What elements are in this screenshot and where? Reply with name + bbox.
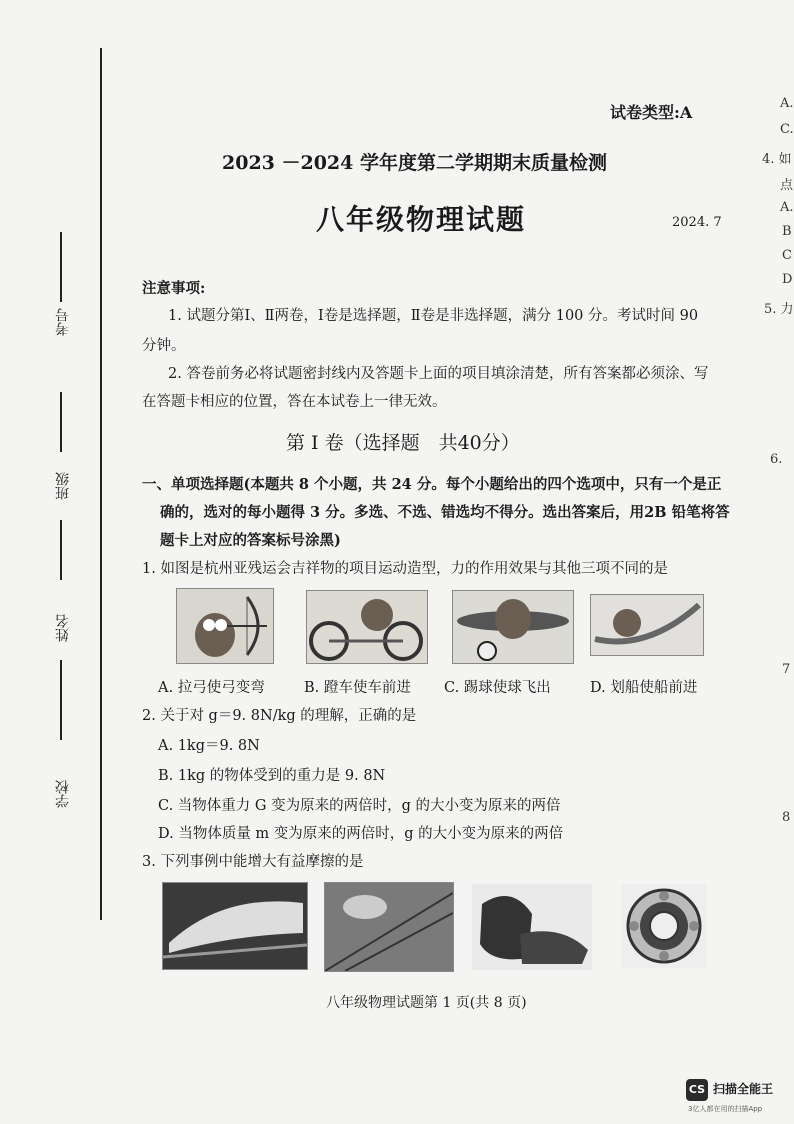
subject-title: 八年级物理试题 [316, 203, 527, 236]
camscanner-logo-icon: CS [686, 1079, 708, 1101]
q3-image-bearing [622, 884, 706, 968]
q2-option-c: C. 当物体重力 G 变为原来的两倍时，g 的大小变为原来的两倍 [158, 798, 561, 814]
note-1-line-2: 分钟。 [142, 338, 186, 354]
name-blank [60, 660, 62, 740]
scanner-name: 扫描全能王 [713, 1082, 774, 1096]
q3-stem: 3. 下列事例中能增大有益摩擦的是 [142, 854, 364, 870]
next-page-fragment: A. [780, 200, 794, 215]
section-1-instr-3: 题卡上对应的答案标号涂黑) [160, 532, 341, 549]
rowing-mascot-icon [591, 595, 703, 655]
next-page-fragment: C. [780, 122, 794, 137]
q1-image-bike [306, 590, 428, 664]
q2-option-a: A. 1kg＝9. 8N [158, 738, 260, 754]
q1-option-b: B. 蹬车使车前进 [304, 680, 411, 696]
exam-no-label: 考号 [55, 308, 71, 336]
handbike-mascot-icon [307, 591, 427, 663]
maglev-train-icon [163, 883, 307, 969]
q1-option-d: D. 划船使船前进 [590, 680, 698, 696]
q2-stem: 2. 关于对 g＝9. 8N/kg 的理解，正确的是 [142, 708, 417, 724]
name-label: 姓名 [55, 614, 71, 642]
school-label: 学校 [55, 780, 71, 808]
q1-image-kick [452, 590, 574, 664]
page-footer: 八年级物理试题第 1 页(共 8 页) [326, 995, 527, 1011]
next-page-fragment: 6. [770, 452, 783, 467]
note-2-line-1: 2. 答卷前务必将试题密封线内及答题卡上面的项目填涂清楚，所有答案都必须涂、写 [168, 366, 709, 382]
binding-line [100, 48, 102, 920]
class-blank [60, 392, 62, 452]
next-page-fragment: B [782, 224, 792, 239]
exam-date: 2024. 7 [672, 215, 722, 230]
q1-image-bow [176, 588, 274, 664]
note-1-line-1: 1. 试题分第Ⅰ、Ⅱ两卷，Ⅰ卷是选择题，Ⅱ卷是非选择题，满分 100 分。考试时间 90 [168, 308, 699, 324]
next-page-fragment: D [782, 272, 793, 287]
next-page-fragment: 4. 如 [762, 152, 792, 167]
q3-image-maglev [162, 882, 308, 970]
sport-shoes-icon [472, 884, 592, 970]
q2-option-d: D. 当物体质量 m 变为原来的两倍时，g 的大小变为原来的两倍 [158, 826, 564, 842]
next-page-fragment: C [782, 248, 792, 263]
note-2-line-2: 在答题卡相应的位置，答在本试卷上一律无效。 [142, 394, 447, 410]
q3-image-shoes [472, 884, 592, 970]
ball-bearing-icon [622, 884, 706, 968]
q1-stem: 1. 如图是杭州亚残运会吉祥物的项目运动造型，力的作用效果与其他三项不同的是 [142, 561, 668, 577]
next-page-fragment: 点 [780, 178, 794, 193]
next-page-fragment: 8 [782, 810, 791, 825]
scanner-tagline: 3亿人都在用的扫描App [688, 1105, 763, 1113]
section-1-instr-1: 一、单项选择题(本题共 8 个小题，共 24 分。每个小题给出的四个选项中，只有一个是正 [142, 476, 722, 493]
class-label: 班级 [55, 472, 71, 500]
hand-bicycle-icon [325, 883, 453, 971]
next-page-fragment: A. [780, 96, 794, 111]
archer-mascot-icon [177, 589, 273, 663]
next-page-fragment: 7 [782, 662, 791, 677]
paper-type: 试卷类型:A [610, 103, 693, 122]
section-1-instr-2: 确的，选对的每小题得 3 分。多选、不选、错选均不得分。选出答案后，用2B 铅笔将答 [160, 504, 730, 521]
notes-heading: 注意事项: [142, 280, 206, 297]
q3-image-hand [324, 882, 454, 972]
exam-title: 2023 －2024 学年度第二学期期末质量检测 [222, 152, 607, 174]
kicking-mascot-icon [453, 591, 573, 663]
next-page-fragment: 5. 力 [764, 302, 794, 317]
class-blank-2 [60, 520, 62, 580]
q1-option-c: C. 踢球使球飞出 [444, 680, 551, 696]
q1-image-boat [590, 594, 704, 656]
q2-option-b: B. 1kg 的物体受到的重力是 9. 8N [158, 768, 386, 784]
q1-option-a: A. 拉弓使弓变弯 [158, 680, 265, 696]
section-1-title: 第 Ⅰ 卷（选择题 共40分） [286, 432, 520, 454]
exam-no-blank [60, 232, 62, 302]
